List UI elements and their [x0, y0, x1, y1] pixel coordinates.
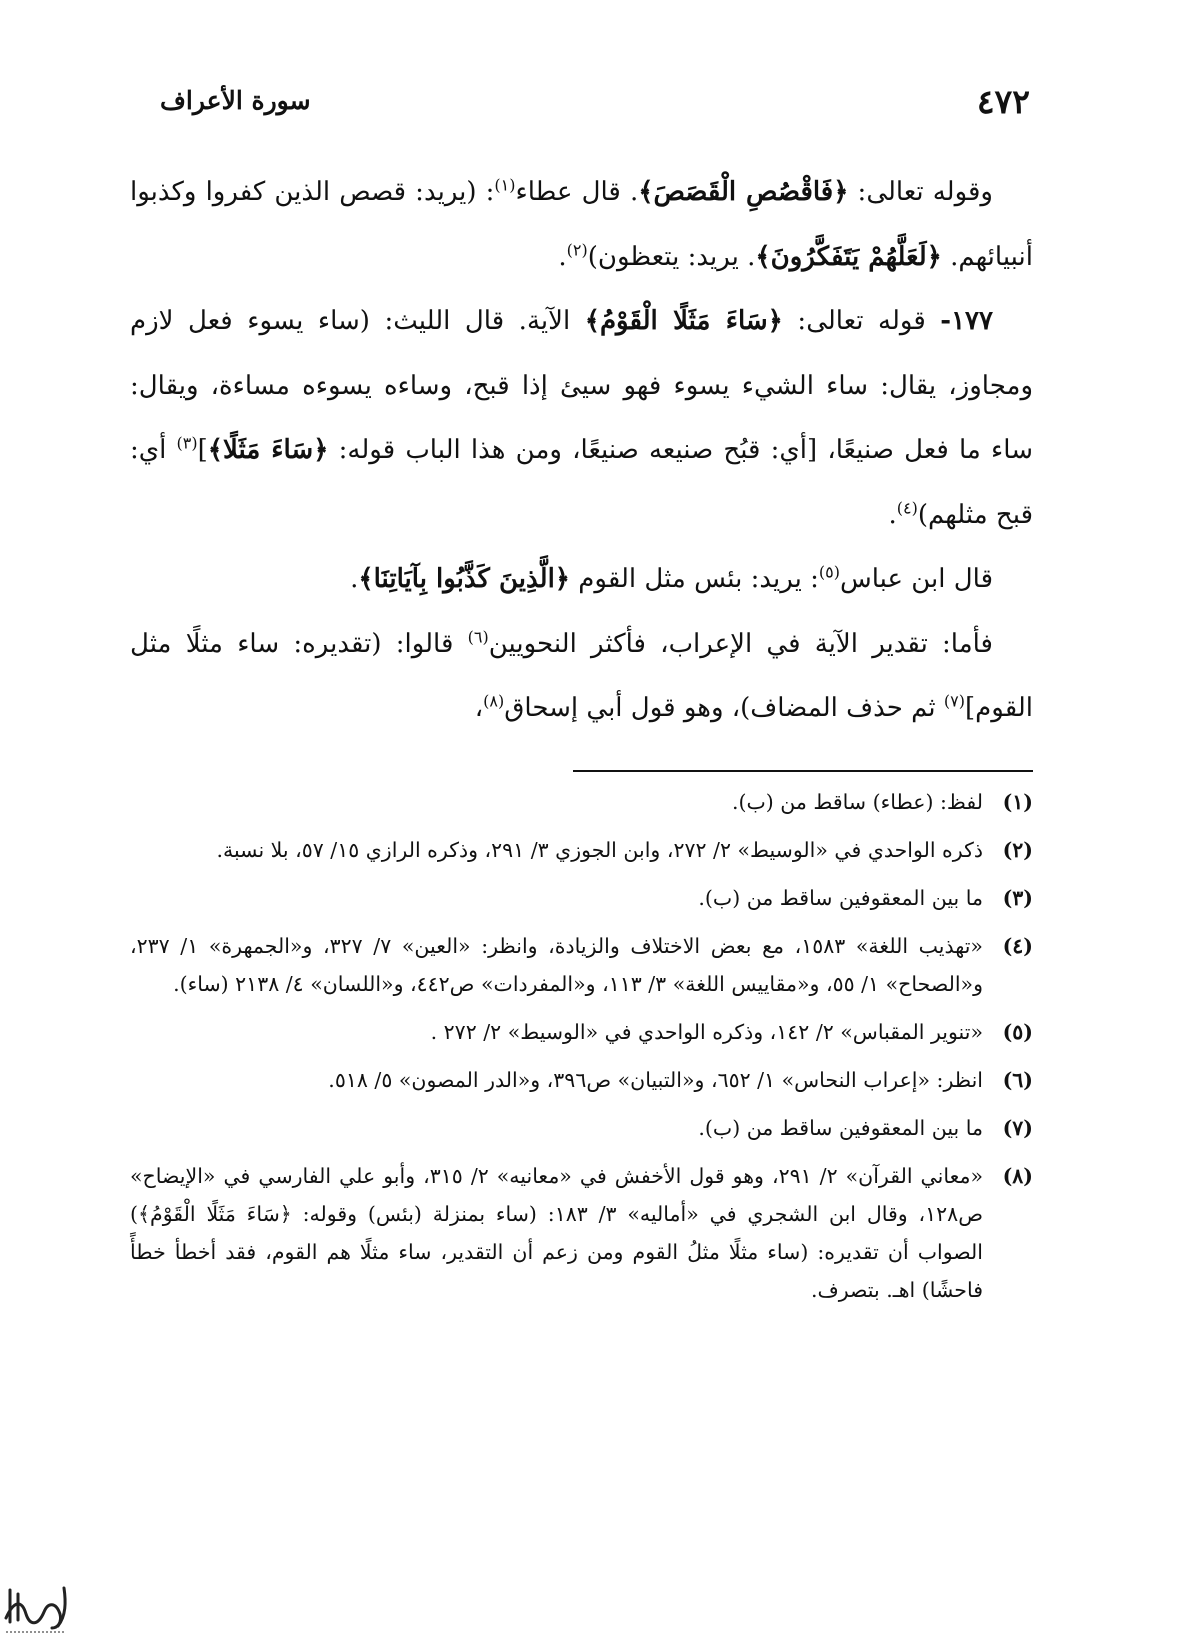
footnotes: [130, 783, 1033, 1319]
text-segment: ثم حذف المضاف)، وهو قول أبي إسحاق: [504, 693, 944, 723]
footnote-text: «تنوير المقباس» ٢/ ١٤٢، وذكره الواحدي في «الوسيط» ٢/ ٢٧٢ .: [430, 1020, 983, 1044]
text-segment: .: [558, 241, 567, 272]
footnote-3: [130, 879, 1033, 917]
footnote-separator: [573, 770, 1033, 772]
quran-quote: ﴿سَاءَ مَثَلًا الْقَوْمُ﴾: [584, 306, 783, 336]
footnote-number: (٧): [1002, 1116, 1033, 1140]
footnote-ref-4[interactable]: (٤): [896, 497, 918, 517]
paragraph-1: [130, 160, 1033, 289]
footnote-number: (١): [1002, 790, 1033, 814]
footnote-ref-5[interactable]: (٥): [818, 562, 840, 582]
text-segment: وقوله تعالى:: [848, 177, 993, 207]
page-number: ٤٧٢: [976, 82, 1030, 121]
footnote-4: [130, 927, 1033, 1003]
footnote-text: ما بين المعقوفين ساقط من (ب).: [698, 886, 983, 910]
footnote-6: [130, 1061, 1033, 1099]
footnote-8: [130, 1157, 1033, 1309]
footnote-text: لفظ: (عطاء) ساقط من (ب).: [731, 790, 983, 814]
footnote-ref-1[interactable]: (١): [494, 175, 516, 195]
footnote-text: «معاني القرآن» ٢/ ٢٩١، وهو قول الأخفش في «معانيه» ٢/ ٣١٥، وأبو علي الفارسي في «الإيضاح» ص١٢٨، وقال ابن الشجري في «أماليه» ٣/ ١٨٣: (ساء بمنزلة (بئس) وقوله: ﴿سَاءَ مَثَلًا الْقَوْمُ﴾) الصواب أن تقديره: (ساء مثلًا مثلُ القوم ومن زعم أن التقدير، ساء مثلًا هم القوم، فقد أخطأ خطأً فاحشًا) اهـ. بتصرف.: [130, 1164, 983, 1302]
text-segment: قال ابن عباس: [839, 564, 993, 594]
running-title: سورة الأعراف: [160, 86, 311, 115]
footnote-ref-8[interactable]: (٨): [483, 691, 505, 711]
text-segment: . قال عطاء: [515, 177, 639, 207]
footnote-ref-6[interactable]: (٦): [467, 626, 489, 646]
quran-quote: ﴿لَعَلَّهُمْ يَتَفَكَّرُونَ﴾: [755, 241, 942, 272]
text-segment: قالوا: (تقديره: ساء مثلًا مثل القوم]: [130, 628, 1033, 723]
footnote-text: انظر: «إعراب النحاس» ١/ ٦٥٢، و«التبيان» ص٣٩٦، و«الدر المصون» ٥/ ٥١٨.: [328, 1068, 983, 1092]
page-header: [160, 78, 1030, 128]
text-segment: .: [888, 499, 897, 530]
watermark-logo: [0, 1578, 72, 1640]
text-segment: . يريد: يتعظون): [587, 241, 756, 272]
footnote-1: [130, 783, 1033, 821]
main-text: [130, 160, 1033, 741]
footnote-number: (٦): [1002, 1068, 1033, 1092]
quran-quote: ﴿الَّذِينَ كَذَّبُوا بِآيَاتِنَا﴾: [358, 564, 571, 594]
verse-number: ١٧٧-: [940, 306, 993, 336]
quran-quote: ﴿فَاقْصُصِ الْقَصَصَ﴾: [638, 177, 849, 207]
footnote-number: (٥): [1002, 1020, 1033, 1044]
text-segment: .: [350, 564, 359, 594]
text-segment: فأما: تقدير الآية في الإعراب، فأكثر النحويين: [488, 628, 993, 659]
paragraph-2: [130, 289, 1033, 547]
paragraph-4: [130, 612, 1033, 741]
text-segment: الآية. قال الليث: (ساء يسوء فعل لازم ومجاوز، يقال: ساء الشيء يسوء فهو سيئ إذا قبح، وساءه يسوءه مساءة، ويقال: ساء ما فعل صنيعًا، [أي: قبُح صنيعه صنيعًا، ومن هذا الباب قوله:: [130, 306, 1033, 465]
footnote-ref-2[interactable]: (٢): [566, 239, 588, 259]
footnote-text: ذكره الواحدي في «الوسيط» ٢/ ٢٧٢، وابن الجوزي ٣/ ٢٩١، وذكره الرازي ١٥/ ٥٧، بلا نسبة.: [216, 838, 983, 862]
paragraph-3: [130, 547, 1033, 612]
text-segment: أي: قبح مثلهم): [130, 435, 1033, 530]
footnote-5: [130, 1013, 1033, 1051]
footnote-text: «تهذيب اللغة» ١٥٨٣، مع بعض الاختلاف والزيادة، وانظر: «العين» ٧/ ٣٢٧، و«الجمهرة» ١/ ٢٣٧، و«الصحاح» ١/ ٥٥، و«مقاييس اللغة» ٣/ ١١٣، و«المفردات» ص٤٤٢، و«اللسان» ٤/ ٢١٣٨ (ساء).: [130, 934, 983, 996]
footnote-ref-7[interactable]: (٧): [943, 691, 966, 711]
footnote-7: [130, 1109, 1033, 1147]
footnote-ref-3[interactable]: (٣): [176, 433, 198, 453]
text-segment: قوله تعالى:: [782, 306, 941, 336]
footnote-2: [130, 831, 1033, 869]
quran-quote: ﴿سَاءَ مَثَلًا﴾: [207, 435, 329, 465]
footnote-number: (٢): [1002, 838, 1033, 862]
text-segment: : (يريد: قصص الذين كفروا وكذبوا أنبيائهم.: [130, 177, 1033, 272]
footnote-number: (٣): [1002, 886, 1033, 910]
footnote-number: (٨): [1002, 1164, 1033, 1188]
text-segment: ،: [474, 693, 484, 723]
footnote-text: ما بين المعقوفين ساقط من (ب).: [698, 1116, 983, 1140]
text-segment: : يريد: بئس مثل القوم: [570, 564, 819, 594]
footnote-number: (٤): [1002, 934, 1033, 958]
text-segment: ]: [197, 435, 208, 465]
